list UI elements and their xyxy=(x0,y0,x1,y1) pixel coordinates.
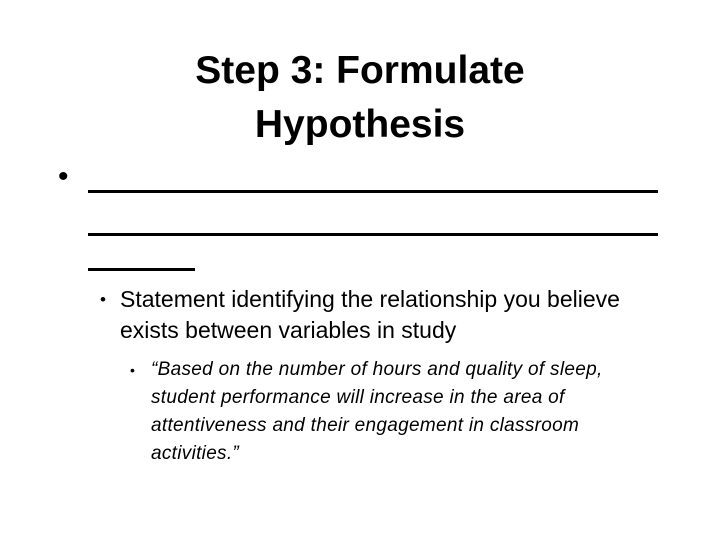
bullet-level-1 xyxy=(58,160,678,280)
fill-in-blank-line-2 xyxy=(88,233,658,236)
slide-title xyxy=(0,44,720,152)
bullet-level-2 xyxy=(100,284,680,346)
bullet-level-2-marker: • xyxy=(100,290,106,309)
fill-in-blank-line-3 xyxy=(88,268,195,271)
title-line-1: Step 3: Formulate xyxy=(195,49,525,92)
bullet-level-3 xyxy=(130,356,670,468)
fill-in-blank-line-1 xyxy=(88,190,658,193)
bullet-level-1-marker: • xyxy=(58,160,69,193)
title-line-2: Hypothesis xyxy=(254,103,466,146)
bullet-level-2-text: Statement identifying the relationship you believe exists between variables in study xyxy=(120,286,620,343)
bullet-level-3-marker: • xyxy=(130,362,136,378)
hypothesis-example-quote: “Based on the number of hours and quality of sleep, student performance will increase in the area of attentiveness and their engagement in classroom activities.” xyxy=(151,359,603,464)
